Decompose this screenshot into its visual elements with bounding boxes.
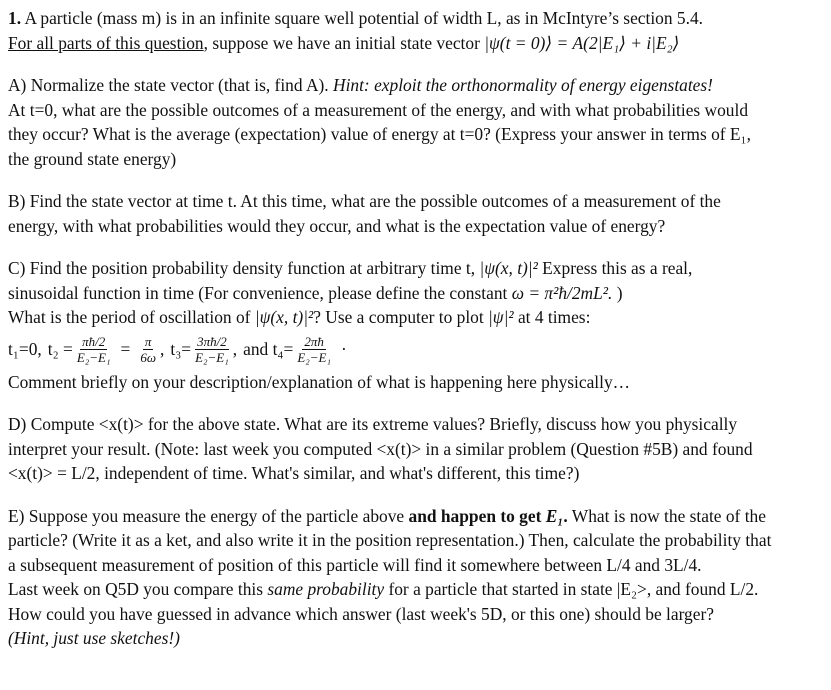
t2-label: t₂ = [47,339,73,360]
initial-state-vector: |ψ(t = 0)⟩ = A(2|E₁⟩ + i|E₂⟩ [484,32,680,53]
part-e-line-4 [8,577,823,602]
period-density: |ψ(x, t)|² [254,307,314,327]
t2-alt-denominator: 6ω [140,350,157,365]
t3-denominator: E₂−E₁ [195,350,229,365]
part-c-line3-c: at 4 times: [513,307,591,327]
same-probability: same probability [267,579,385,599]
part-e-bold: and happen to get [408,505,546,526]
part-e-line-2: particle? (Write it as a ket, and also write it in the position representation.) Then, calculate the probability that [8,530,772,550]
part-b-line-2: energy, with what probabilities would they occur, and what is the expectation value of energy? [8,215,666,236]
t2-fraction [75,334,113,365]
part-e-line4-a: Last week on Q5D you compare this [8,579,268,599]
problem-page [8,6,823,651]
all-parts-underlined: For all parts of this question [8,32,204,53]
part-c-text-a: C) Find the position probability density function at arbitrary time t, [8,258,480,278]
omega-definition: ω = π²ħ/2mL². [511,282,613,303]
part-d-line-1: D) Compute <x(t)> for the above state. What are its extreme values? Briefly, discuss how you physically [8,414,738,434]
t1-value: t₁=0, [8,339,42,360]
end-dot: · [341,339,347,360]
t2-numerator: πħ/2 [82,334,106,349]
t2-denominator: E₂−E₁ [76,350,111,365]
and-t4-label: and t₄= [243,339,294,360]
t3-fraction [193,334,231,365]
question-intro-text: A particle (mass m) is in an infinite square well potential of width L, as in McIntyre’s section 5.4. [24,8,704,28]
part-c-line-1 [8,256,823,281]
part-a-hint: Hint: exploit the orthonormality of energy eigenstates! [333,75,713,95]
comma-1: , [160,339,165,360]
part-c-comment: Comment briefly on your description/explanation of what is happening here physically… [8,371,631,392]
psi-squared: |ψ|² [488,307,514,327]
part-a-line-1 [8,73,823,98]
part-d-line-3: <x(t)> = L/2, independent of time. What's similar, and what's different, this time?) [8,463,580,483]
part-c-line3-a: What is the period of oscillation of [8,307,255,327]
probability-density: |ψ(x, t)|² [479,258,538,278]
part-c-text-b: Express this as a real, [537,258,693,278]
part-a-line-3: they occur? What is the average (expectation) value of energy at t=0? (Express your answer in terms of E₁, [8,124,751,144]
t3-label: t₃= [170,339,192,360]
part-e-text-a: E) Suppose you measure the energy of the particle above [8,505,409,526]
part-c-line3-b: ? Use a computer to plot [313,307,489,327]
part-e-text-b: What is now the state of the [567,505,766,526]
time-list [8,330,823,370]
question-number: 1. [8,8,22,28]
part-e-hint: (Hint, just use sketches!) [8,628,180,648]
part-e-bold-dot: . [563,505,568,526]
part-a-line-4: the ground state energy) [8,148,177,169]
t4-fraction [295,334,333,365]
part-e-bold-math: E₁ [545,505,564,526]
part-a-normalize: A) Normalize the state vector (that is, find A). [8,75,334,95]
part-c-line-2 [8,281,823,306]
part-c-line2-a: sinusoidal function in time (For convenience, please define the constant [8,282,512,303]
initial-state-text: , suppose we have an initial state vector [203,32,485,53]
part-e-line-1 [8,504,823,529]
part-a-line-2: At t=0, what are the possible outcomes of a measurement of the energy, and with what probabilities would [8,99,749,120]
part-e-line4-b: for a particle that started in state |E₂>, and found L/2. [384,579,759,599]
equals-sign: = [120,339,131,360]
t3-numerator: 3πħ/2 [197,334,227,349]
question-intro-line-1 [8,6,823,31]
t4-numerator: 2πħ [304,334,324,349]
t4-denominator: E₂−E₁ [297,350,332,365]
part-c-line-3 [8,305,823,330]
t3-comma: , [232,339,238,360]
part-e-line-3: a subsequent measurement of position of this particle will find it somewhere between L/4 and 3L/4. [8,554,702,575]
part-c-line2-b: ) [612,282,623,303]
question-intro-line-2 [8,31,823,56]
part-d-line-2: interpret your result. (Note: last week you computed <x(t)> in a similar problem (Question #5B) and found [8,438,753,459]
part-e-line-5: How could you have guessed in advance which answer (last week's 5D, or this one) should be larger? [8,603,714,624]
part-b-line-1: B) Find the state vector at time t. At this time, what are the possible outcomes of a measurement of the [8,191,721,211]
t2-alt-numerator: π [144,334,152,349]
t2-alt-fraction [138,334,158,365]
